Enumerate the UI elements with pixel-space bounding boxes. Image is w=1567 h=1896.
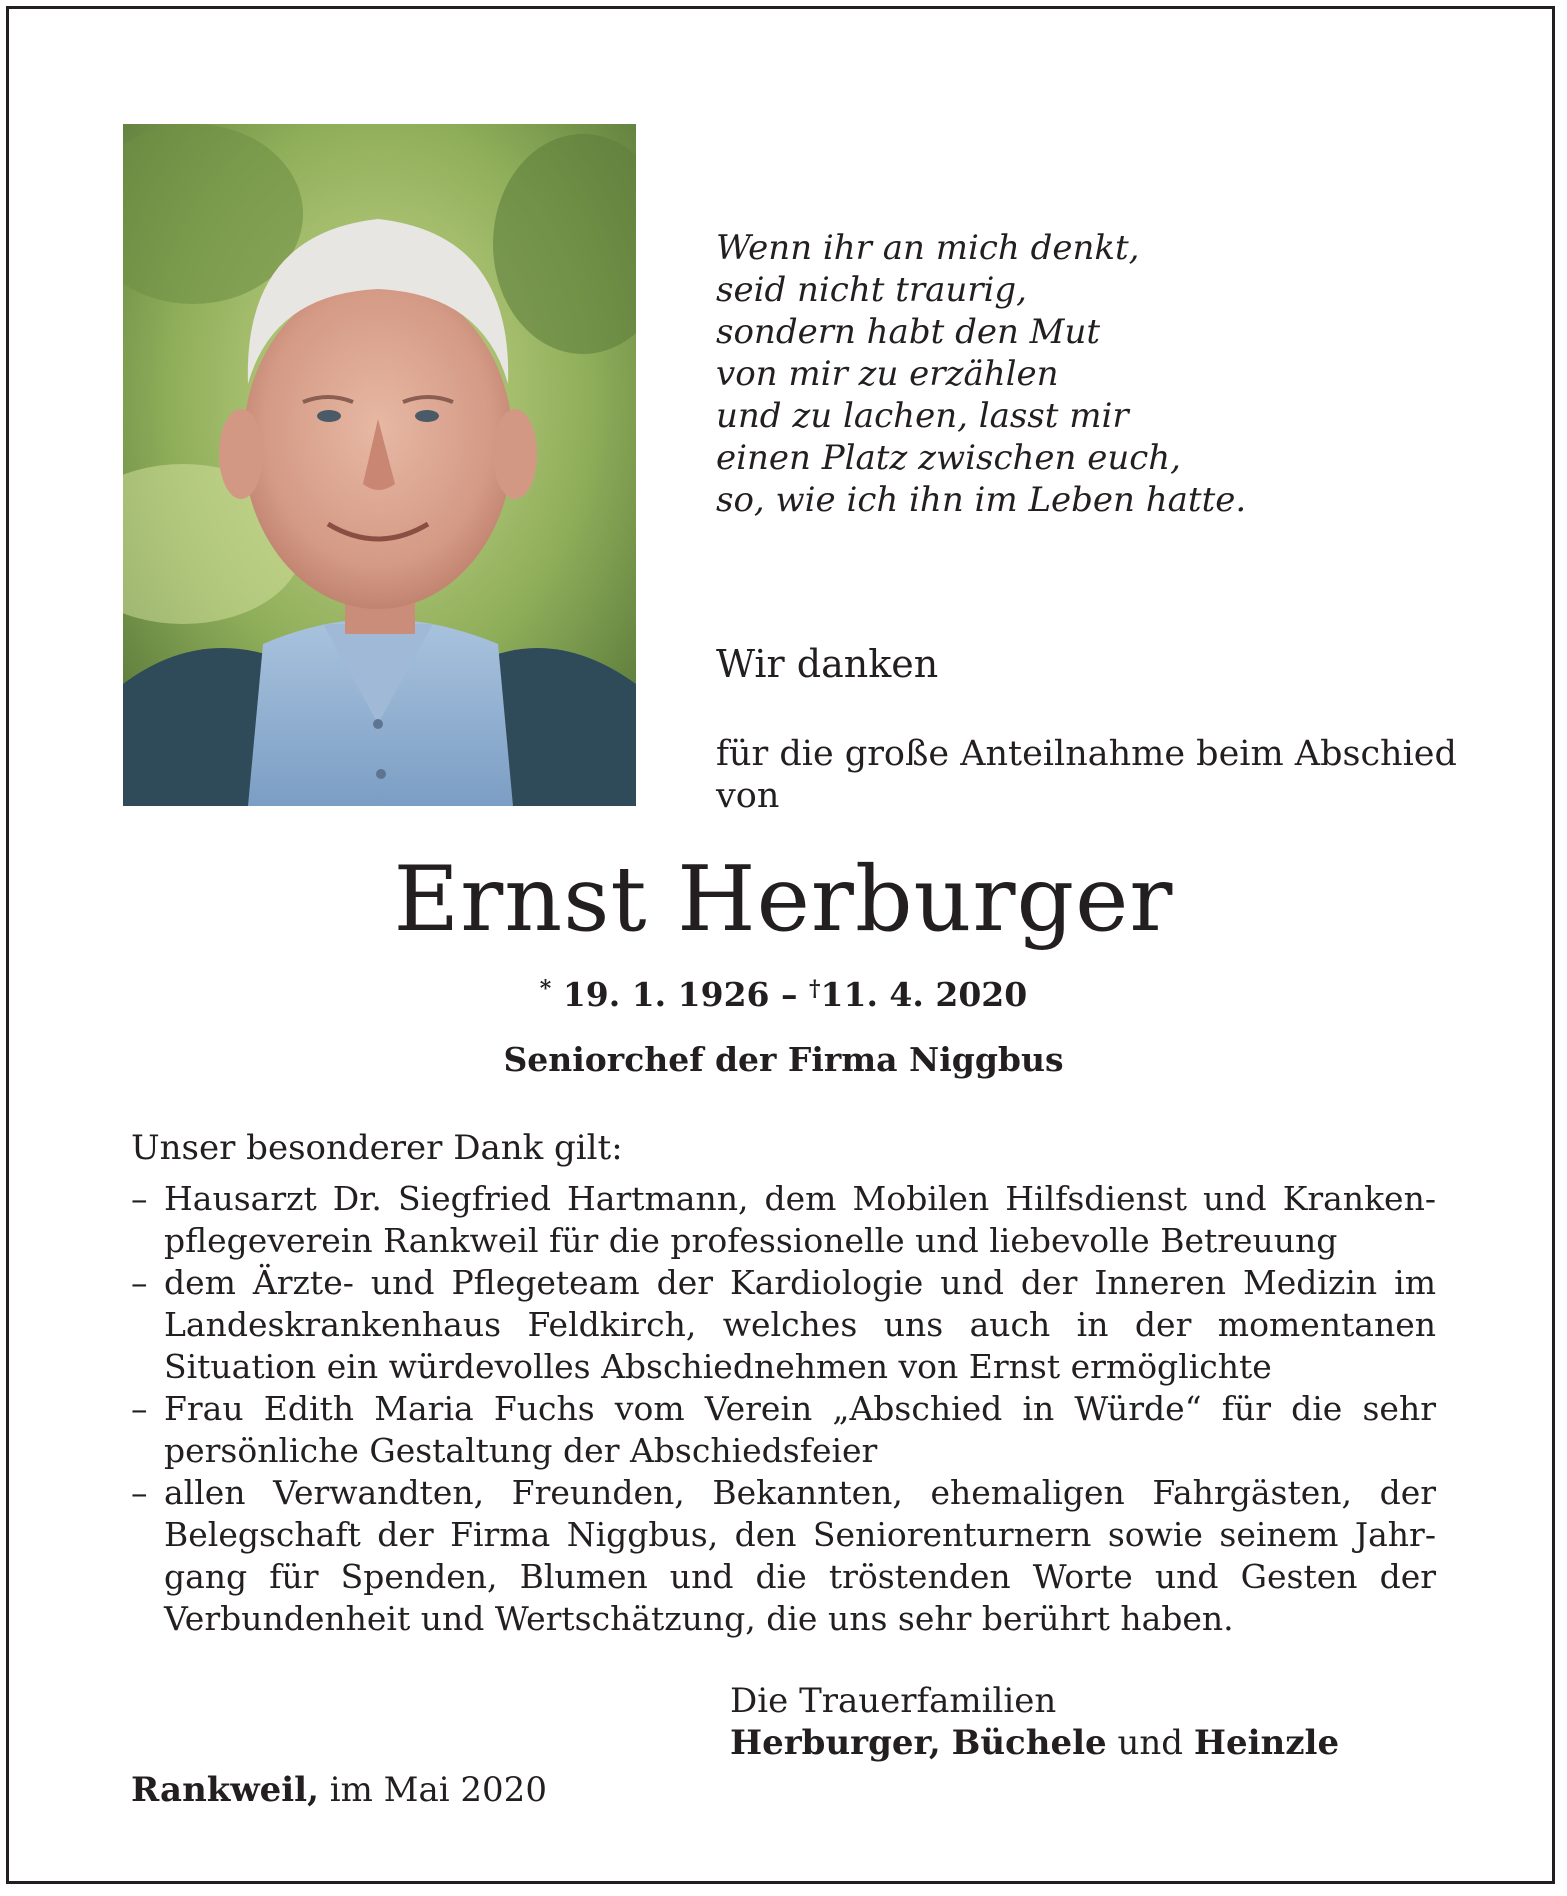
signature — [730, 1680, 1339, 1764]
poem-line: Wenn ihr an mich denkt, — [716, 228, 1140, 268]
thanks-intro: Unser besonderer Dank gilt: — [131, 1128, 623, 1168]
list-item-text: dem Ärzte- und Pflegeteam der Kardiologie und der Inneren Medizin im Landeskrankenhaus Feldkirch, welches uns auch in der momentanen Situation ein würdevolles Abschiednehmen von Ernst ermöglichte — [164, 1263, 1436, 1386]
place-date-text: im Mai 2020 — [329, 1770, 547, 1810]
thanks-list — [131, 1178, 1436, 1640]
role-title: Seniorchef der Firma Niggbus — [503, 1040, 1064, 1079]
signature-families — [730, 1722, 1339, 1764]
list-dash: – — [131, 1473, 148, 1512]
family-name: Heinzle — [1193, 1723, 1340, 1763]
list-dash: – — [131, 1263, 148, 1302]
list-dash: – — [131, 1389, 148, 1428]
list-item-text: Frau Edith Maria Fuchs vom Verein „Abschied in Würde“ für die sehr persönliche Gestaltung der Abschiedsfeier — [164, 1389, 1436, 1470]
signature-line: Die Trauerfamilien — [730, 1681, 1057, 1721]
thanks-text-line: von — [716, 776, 780, 816]
list-item — [131, 1388, 1436, 1472]
list-item-text: Hausarzt Dr. Siegfried Hartmann, dem Mobilen Hilfsdienst und Krankenpflegeverein Rankweil für die professionelle und liebevolle Betreuung — [164, 1179, 1436, 1260]
family-name: Büchele — [951, 1723, 1107, 1763]
family-name: Herburger, — [730, 1723, 941, 1763]
poem-line: sondern habt den Mut — [716, 312, 1101, 352]
birth-date: 19. 1. 1926 — [562, 975, 770, 1014]
list-dash: – — [131, 1179, 148, 1218]
death-symbol: † — [809, 976, 821, 1002]
life-dates — [0, 975, 1567, 1014]
poem — [716, 227, 1246, 521]
poem-line: seid nicht traurig, — [716, 270, 1027, 310]
family-conjunction: und — [1117, 1723, 1184, 1763]
deceased-name: Ernst Herburger — [393, 847, 1174, 952]
portrait-image — [123, 124, 636, 806]
thanks-heading: Wir danken — [716, 642, 939, 686]
list-item — [131, 1472, 1436, 1640]
thanks-text-line: für die große Anteilnahme beim Abschied — [716, 734, 1457, 774]
birth-symbol: * — [539, 976, 552, 1002]
list-item — [131, 1178, 1436, 1262]
portrait-photo — [123, 124, 636, 806]
death-date: 11. 4. 2020 — [820, 975, 1028, 1014]
list-item — [131, 1262, 1436, 1388]
poem-line: so, wie ich ihn im Leben hatte. — [716, 480, 1247, 520]
poem-line: einen Platz zwischen euch, — [716, 438, 1181, 478]
date-separator: – — [781, 975, 798, 1014]
place-town: Rankweil, — [131, 1770, 319, 1810]
poem-line: von mir zu erzählen — [716, 354, 1059, 394]
thanks-text — [716, 733, 1457, 817]
list-item-text: allen Verwandten, Freunden, Bekannten, ehemaligen Fahrgästen, der Belegschaft der Firma Niggbus, den Seniorenturnern sowie seinem Jahrgang für Spenden, Blumen und die tröstenden Worte und Gesten der Verbundenheit und Wertschätzung, die uns sehr berührt haben. — [164, 1473, 1436, 1638]
place-date — [131, 1770, 547, 1810]
poem-line: und zu lachen, lasst mir — [716, 396, 1129, 436]
